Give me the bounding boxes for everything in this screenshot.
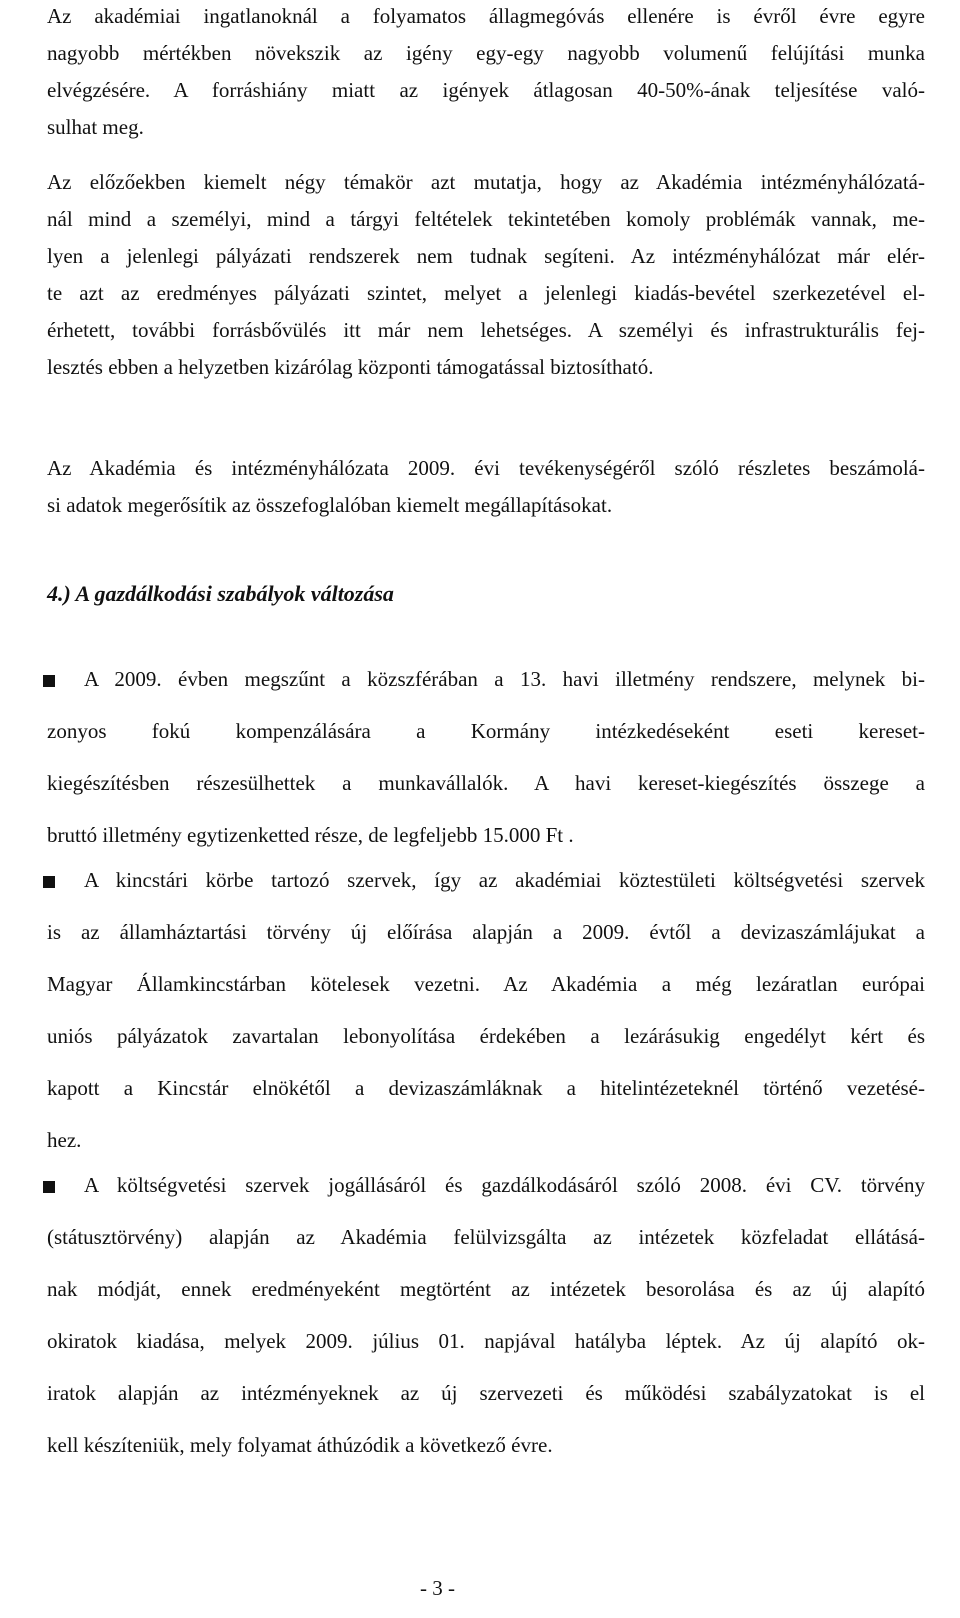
section-heading: 4.) A gazdálkodási szabályok változása <box>47 581 394 606</box>
text-line: elvégzésére. A forráshiány miatt az igények átlagosan 40-50%-ának teljesítése való- <box>47 78 925 102</box>
text-line: Az Akadémia és intézményhálózata 2009. évi tevékenységéről szóló részletes beszámolá- <box>47 456 925 480</box>
text-line: si adatok megerősítik az összefoglalóban kiemelt megállapításokat. <box>47 493 613 517</box>
text-line: kapott a Kincstár elnökétől a devizaszámláknak a hitelintézeteknél történő vezetésé- <box>47 1076 925 1100</box>
bullet-marker <box>43 1181 55 1193</box>
text-line: A költségvetési szervek jogállásáról és gazdálkodásáról szóló 2008. évi CV. törvény <box>84 1173 925 1197</box>
text-line: okiratok kiadása, melyek 2009. július 01. napjával hatályba léptek. Az új alapító ok- <box>47 1329 925 1353</box>
text-line: kiegészítésben részesülhettek a munkavállalók. A havi kereset-kiegészítés összege a <box>47 771 925 795</box>
text-line: Az előzőekben kiemelt négy témakör azt mutatja, hogy az Akadémia intézményhálózatá- <box>47 170 925 194</box>
text-line: Magyar Államkincstárban kötelesek vezetni. Az Akadémia a még lezáratlan európai <box>47 972 925 996</box>
text-line: kell készíteniük, mely folyamat áthúzódik a következő évre. <box>47 1433 553 1457</box>
bullet-marker <box>43 876 55 888</box>
text-line: A 2009. évben megszűnt a közszférában a 13. havi illetmény rendszere, melynek bi- <box>84 667 925 691</box>
bullet-marker <box>43 675 55 687</box>
text-line: hez. <box>47 1128 82 1152</box>
text-line: nál mind a személyi, mind a tárgyi feltételek tekintetében komoly problémák vannak, me- <box>47 207 925 231</box>
text-line: Az akadémiai ingatlanoknál a folyamatos állagmegóvás ellenére is évről évre egyre <box>47 4 925 28</box>
text-line: nak módját, ennek eredményeként megtörtént az intézetek besorolása és az új alapító <box>47 1277 925 1301</box>
text-line: lesztés ebben a helyzetben kizárólag központi támogatással biztosítható. <box>47 355 654 379</box>
text-line: te azt az eredményes pályázati szintet, melyet a jelenlegi kiadás-bevétel szerkezetével el- <box>47 281 925 305</box>
text-line: nagyobb mértékben növekszik az igény egy-egy nagyobb volumenű felújítási munka <box>47 41 925 65</box>
page-number: - 3 - <box>420 1576 455 1600</box>
text-line: zonyos fokú kompenzálására a Kormány intézkedéseként eseti kereset- <box>47 719 925 743</box>
text-line: lyen a jelenlegi pályázati rendszerek nem tudnak segíteni. Az intézményhálózat már elér- <box>47 244 925 268</box>
text-line: A kincstári körbe tartozó szervek, így az akadémiai köztestületi költségvetési szervek <box>84 868 925 892</box>
text-line: (státusztörvény) alapján az Akadémia felülvizsgálta az intézetek közfeladat ellátásá- <box>47 1225 925 1249</box>
text-line: érhetett, további forrásbővülés itt már nem lehetséges. A személyi és infrastrukturális fej- <box>47 318 925 342</box>
text-line: uniós pályázatok zavartalan lebonyolítása érdekében a lezárásukig engedélyt kért és <box>47 1024 925 1048</box>
text-line: bruttó illetmény egytizenketted része, de legfeljebb 15.000 Ft . <box>47 823 574 847</box>
text-line: is az államháztartási törvény új előírása alapján a 2009. évtől a devizaszámlájukat a <box>47 920 925 944</box>
text-line: sulhat meg. <box>47 115 144 139</box>
text-line: iratok alapján az intézményeknek az új szervezeti és működési szabályzatokat is el <box>47 1381 925 1405</box>
